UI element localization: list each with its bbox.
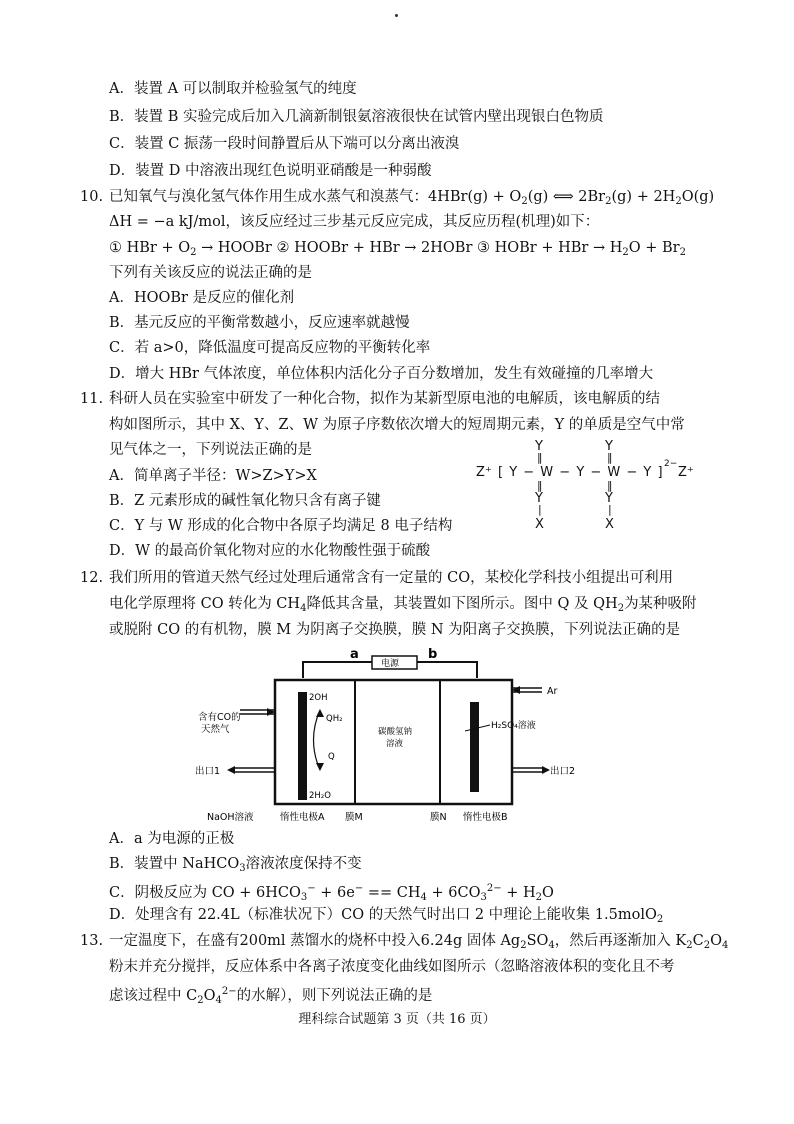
q10-stem-2: ΔH = −a kJ/mol，该反应经过三步基元反应完成，其反应历程(机理)如下： — [109, 214, 600, 230]
struct-bottom-x-1: X — [535, 517, 544, 532]
struct-left-cation: Z⁺ — [476, 465, 492, 480]
q9-option-b: B．装置 B 实验完成后加入几滴新制银氨溶液很快在试管内壁出现银白色物质 — [109, 109, 604, 125]
q12-stem-3: 或脱附 CO 的有机物，膜 M 为阴离子交换膜，膜 N 为阳离子交换膜，下列说法正确的是 — [109, 622, 681, 638]
electrode-a-label: 惰性电极A — [280, 812, 325, 823]
terminal-b: b — [428, 647, 438, 662]
q12-option-d: D．处理含有 22.4L（标准状况下）CO 的天然气时出口 2 中理论上能收集 1.5molO$_2$ — [109, 907, 664, 925]
q9-option-d: D．装置 D 中溶液出现红色说明亚硝酸是一种弱酸 — [109, 163, 432, 179]
struct-bottom-y-1: Y — [535, 491, 543, 506]
naoh-label: NaOH溶液 — [207, 812, 254, 823]
q13-stem-3: 虑该过程中 $C_2O_4^{2-}$的水解），则下列说法正确的是 — [109, 986, 433, 1006]
struct-double-bond-1: ‖ — [537, 451, 543, 464]
q10-number: 10. — [80, 189, 104, 205]
q13-number: 13. — [80, 933, 104, 949]
bicarbonate-label-2: 溶液 — [386, 739, 404, 749]
struct-double-bond-3: ‖ — [537, 479, 543, 492]
q12-option-b: B．装置中 NaHCO$_3$溶液浓度保持不变 — [109, 856, 362, 874]
q12-electrolysis-diagram — [195, 640, 595, 840]
q11-number: 11. — [80, 391, 104, 407]
scan-dot — [395, 14, 398, 17]
struct-chain: [ Y − W − Y − W − Y ] — [498, 465, 664, 480]
power-source-label: 电源 — [381, 659, 400, 669]
q9-option-c: C．装置 C 振荡一段时间静置后从下端可以分离出液溴 — [109, 136, 460, 152]
q10-stem-1: 已知氧气与溴化氢气体作用生成水蒸气和溴蒸气：$4HBr(g) + O_2(g)$ ⟺ $2Br_2(g) + 2H_2O(g)$ — [109, 189, 715, 207]
q13-stem-1: 一定温度下，在盛有200ml 蒸馏水的烧杯中投入6.24g 固体 $Ag_2SO_4$，然后再逐渐加入 $K_2C_2O_4$ — [109, 933, 729, 951]
sulfuric-acid-label: H₂SO₄溶液 — [491, 721, 536, 731]
q11-stem-2: 构如图所示，其中 X、Y、Z、W 为原子序数依次增大的短周期元素，Y 的单质是空气中常 — [109, 417, 685, 433]
q12-stem-1: 我们所用的管道天然气经过处理后通常含有一定量的 CO，某校化学科技小组提出可利用 — [109, 570, 674, 586]
struct-double-bond-2: ‖ — [607, 451, 613, 464]
q10-option-a: A．HOOBr 是反应的催化剂 — [109, 290, 295, 306]
q10-option-b: B．基元反应的平衡常数越小，反应速率就越慢 — [109, 315, 410, 331]
struct-bottom-x-2: X — [605, 517, 614, 532]
q11-stem-1: 科研人员在实验室中研发了一种化合物，拟作为某新型原电池的电解质，该电解质的结 — [109, 391, 660, 407]
q10-stem-3: 下列有关该反应的说法正确的是 — [109, 265, 312, 281]
argon-label: Ar — [547, 686, 558, 697]
water-label: 2H₂O — [309, 791, 331, 801]
q11-option-a: A．简单离子半径：W>Z>Y>X — [109, 468, 317, 484]
q11-stem-3: 见气体之一，下列说法正确的是 — [109, 442, 312, 458]
struct-single-bond-1: | — [538, 503, 542, 516]
membrane-n-label: 膜N — [430, 812, 447, 823]
q12-option-a: A．a 为电源的正极 — [109, 831, 235, 847]
struct-top-y-2: Y — [605, 439, 613, 454]
natural-gas-label-1: 含有CO的 — [198, 712, 241, 723]
struct-single-bond-2: | — [608, 503, 612, 516]
q11-option-d: D．W 的最高价氧化物对应的水化物酸性强于硫酸 — [109, 543, 431, 559]
struct-charge: 2− — [664, 459, 678, 469]
q12-stem-2: 电化学原理将 CO 转化为 $CH_4$降低其含量，其装置如下图所示。图中 Q 及 $QH_2$为某种吸附 — [109, 596, 697, 614]
struct-right-cation: Z⁺ — [678, 465, 694, 480]
q11-option-b: B．Z 元素形成的碱性氧化物只含有离子键 — [109, 493, 381, 509]
q10-option-d: D．增大 HBr 气体浓度，单位体积内活化分子百分数增加，发生有效碰撞的几率增大 — [109, 366, 654, 382]
electrode-b-label: 惰性电极B — [463, 812, 508, 823]
q13-stem-2: 粉末并充分搅拌，反应体系中各离子浓度变化曲线如图所示（忽略溶液体积的变化且不考 — [109, 959, 675, 975]
q11-structure-diagram — [476, 439, 706, 539]
q9-option-a: A．装置 A 可以制取并检验氢气的纯度 — [109, 81, 357, 97]
q12-number: 12. — [80, 570, 104, 586]
natural-gas-label-2: 天然气 — [201, 724, 230, 735]
q11-option-c: C．Y 与 W 形成的化合物中各原子均满足 8 电子结构 — [109, 518, 453, 534]
struct-bottom-y-2: Y — [605, 491, 613, 506]
outlet1-label: 出口1 — [195, 766, 221, 777]
outlet2-label: 出口2 — [550, 766, 576, 777]
page-footer: 理科综合试题第 3 页（共 16 页） — [298, 1012, 496, 1027]
terminal-a: a — [350, 647, 359, 662]
struct-double-bond-4: ‖ — [607, 479, 613, 492]
q-label: Q — [328, 752, 335, 762]
q12-option-c: C．阴极反应为 CO + $6HCO_3^- + 6e^- == CH_4 + 6CO_3^{2-} + H_2O$ — [109, 883, 554, 903]
qh2-label: QH₂ — [326, 714, 343, 724]
struct-top-y-1: Y — [535, 439, 543, 454]
bicarbonate-label-1: 碳酸氢钠 — [378, 727, 413, 737]
membrane-m-label: 膜M — [345, 812, 363, 823]
hydroxide-label: 2OH — [309, 693, 328, 703]
q10-option-c: C．若 a>0，降低温度可提高反应物的平衡转化率 — [109, 340, 431, 356]
q10-steps: ① HBr + $O_2$ → HOOBr ② HOOBr + HBr → 2HOBr ③ HOBr + HBr → $H_2O + Br_2$ — [109, 240, 686, 258]
